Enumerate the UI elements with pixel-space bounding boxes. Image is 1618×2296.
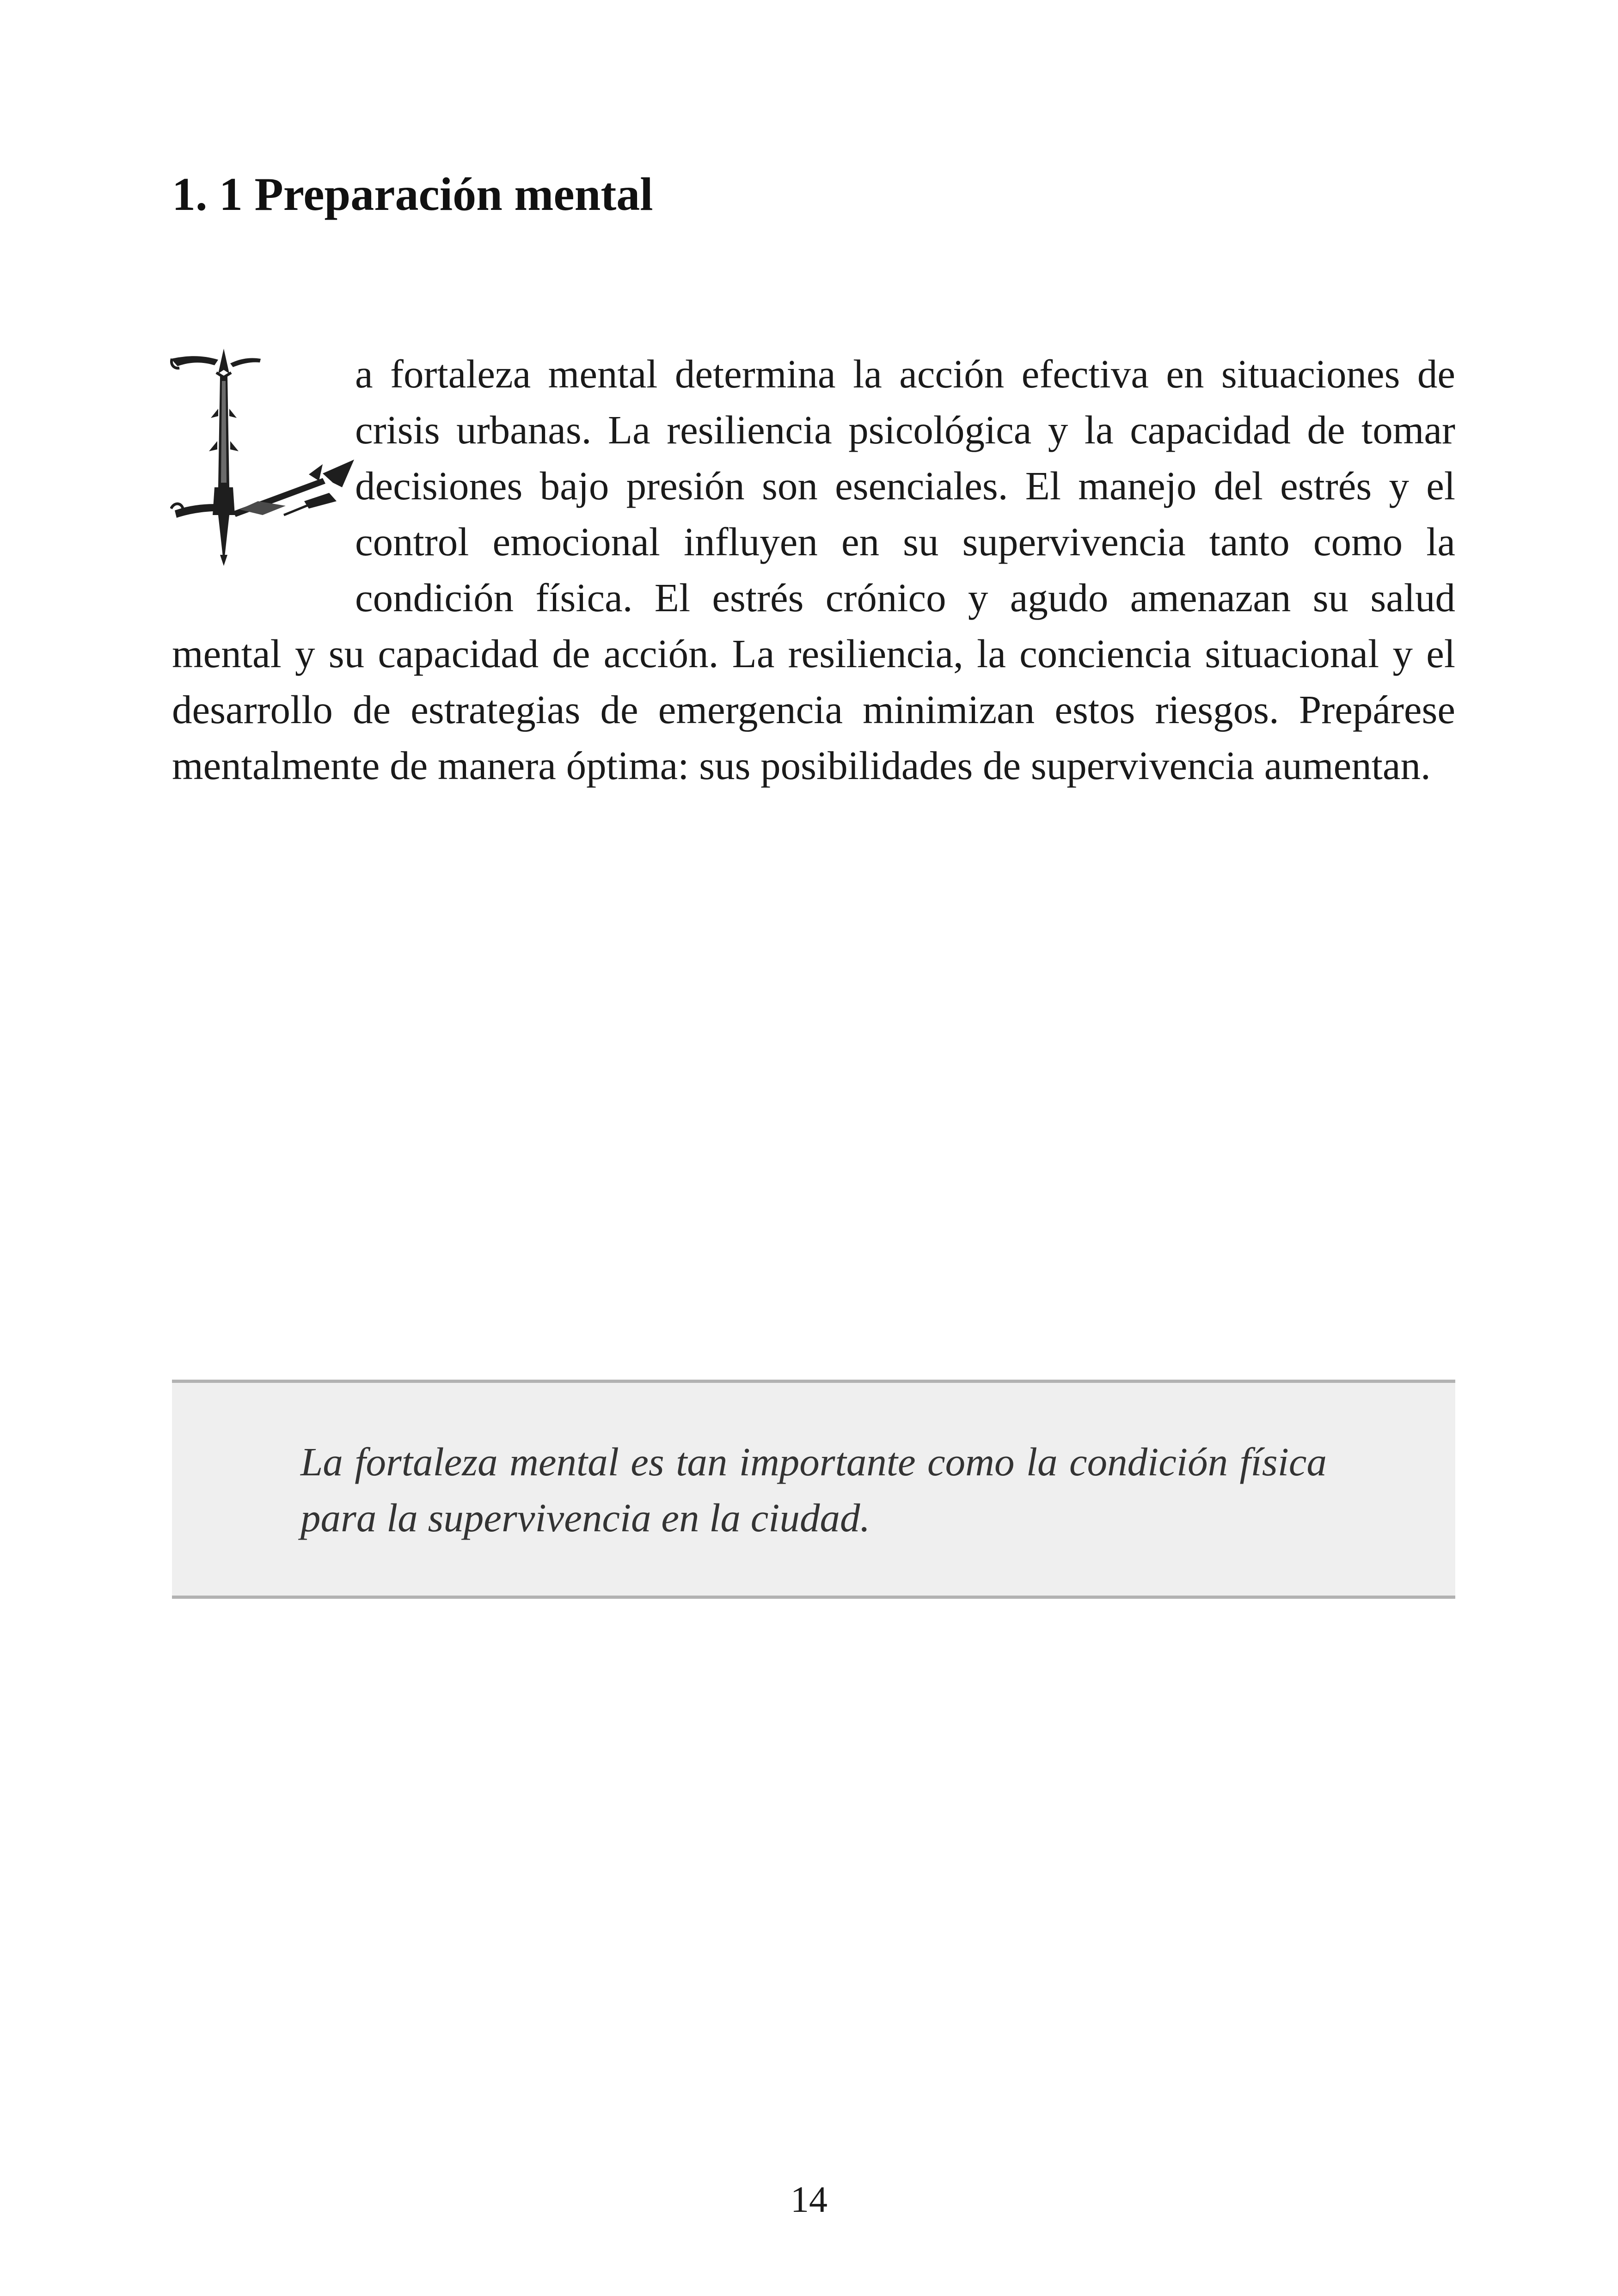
page-number: 14 bbox=[791, 2179, 827, 2220]
body-text: a fortaleza mental determina la acción efectiva en situaciones de crisis urbanas. La resiliencia psicológica y la capacidad de tomar decisiones bajo presión son esenciales. El manejo del estrés y el control emocional influyen en su supervivencia tanto como la condición física. El estrés crónico y agudo amenazan su salud mental y su capacidad de acción. La resiliencia, la conciencia situacional y el desarrollo de estrategias de emergencia minimizan estos riesgos. Prepárese mentalmente de manera óptima: sus posibilidades de supervivencia aumentan. bbox=[172, 351, 1455, 788]
drop-cap bbox=[170, 349, 355, 572]
section-title: 1. 1 Preparación mental bbox=[172, 168, 653, 221]
ornamental-letter-l-icon bbox=[170, 349, 355, 566]
callout-text: La fortaleza mental es tan importante como la condición física para la supervivencia en la ciudad. bbox=[300, 1439, 1327, 1540]
callout-box bbox=[172, 1380, 1455, 1599]
body-paragraph bbox=[172, 346, 1455, 793]
